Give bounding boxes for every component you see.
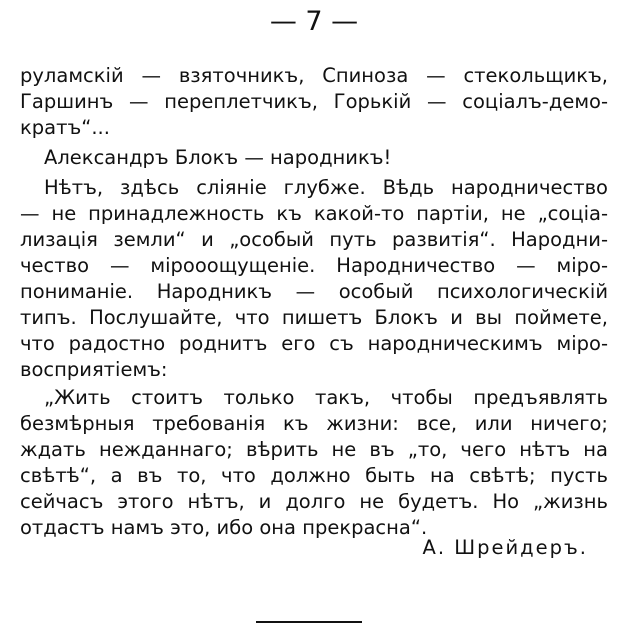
text-line: Гаршинъ — переплетчикъ, Горькій — соціалъ-демо- xyxy=(20,90,608,113)
quote-line: ждать нежданнаго; вѣрить не въ „то, чего нѣтъ на xyxy=(20,438,608,461)
quote-line: сейчасъ этого нѣтъ, и долго не будетъ. Но „жизнь xyxy=(20,490,608,513)
text-line: пониманіе. Народникъ — особый психологическій xyxy=(20,280,608,303)
text-line: кратъ“... xyxy=(20,116,110,139)
end-rule-divider xyxy=(256,621,362,623)
quote-line: отдастъ намъ это, ибо она прекрасна“. xyxy=(20,516,428,539)
text-line: чество — мірооощущеніе. Народничество — міро- xyxy=(20,254,608,277)
quote-line: свѣтѣ“, а въ то, что должно быть на свѣтѣ; пусть xyxy=(20,464,608,487)
quote-line: „Жить стоитъ только такъ, чтобы предъявлять xyxy=(44,386,608,409)
text-line: Александръ Блокъ — народникъ! xyxy=(44,146,392,169)
text-line-justified: руламскій — взяточникъ, Спиноза — стекольщикъ, xyxy=(20,64,608,87)
text-line: восприятіемъ: xyxy=(20,358,168,381)
text-line: Нѣтъ, здѣсь сліяніе глубже. Вѣдь народничество xyxy=(44,176,608,199)
text-line: — не принадлежность къ какой-то партіи, не „соціа- xyxy=(20,202,608,225)
text-line: лизація земли“ и „особый путь развитія“. Народни- xyxy=(20,228,608,251)
quote-line: безмѣрныя требованія къ жизни: все, или ничего; xyxy=(20,412,608,435)
text-line: что радостно роднитъ его съ народническимъ міро- xyxy=(20,332,608,355)
page-number: — 7 — xyxy=(269,6,359,37)
text-line: типъ. Послушайте, что пишетъ Блокъ и вы поймете, xyxy=(20,306,608,329)
author-signature: А. Шрейдеръ. xyxy=(422,536,588,559)
